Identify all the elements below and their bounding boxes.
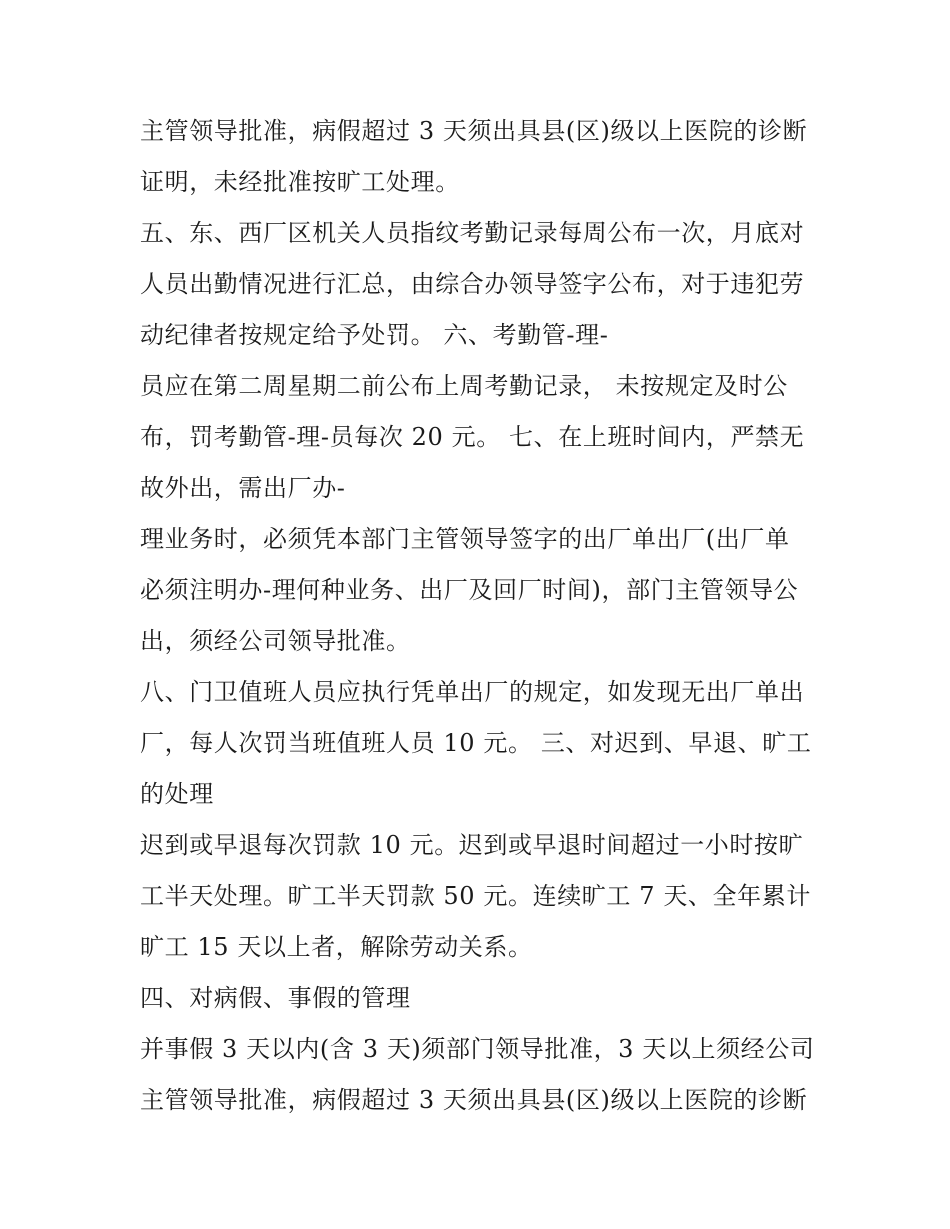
text-line: 故外出，需出厂办- <box>140 474 346 502</box>
text-line: 人员出勤情况进行汇总，由综合办领导签字公布，对于违犯劳 <box>140 270 805 298</box>
text-line: 厂，每人次罚当班值班人员 10 元。 三、对迟到、早退、旷工 <box>140 729 812 757</box>
text-line: 的处理 <box>140 780 214 808</box>
text-line: 八、门卫值班人员应执行凭单出厂的规定，如发现无出厂单出 <box>140 678 805 706</box>
text-line: 动纪律者按规定给予处罚。 六、考勤管-理- <box>140 321 609 349</box>
text-line: 旷工 15 天以上者，解除劳动关系。 <box>140 933 533 961</box>
text-line: 理业务时，必须凭本部门主管领导签字的出厂单出厂(出厂单 <box>140 525 790 553</box>
text-line: 员应在第二周星期二前公布上周考勤记录， 未按规定及时公 <box>140 372 788 400</box>
text-line: 迟到或早退每次罚款 10 元。迟到或早退时间超过一小时按旷 <box>140 831 804 859</box>
text-line: 工半天处理。旷工半天罚款 50 元。连续旷工 7 天、全年累计 <box>140 882 811 910</box>
text-line: 并事假 3 天以内(含 3 天)须部门领导批准，3 天以上须经公司 <box>140 1035 815 1063</box>
text-line: 五、东、西厂区机关人员指纹考勤记录每周公布一次，月底对 <box>140 219 805 247</box>
text-line: 主管领导批准，病假超过 3 天须出具县(区)级以上医院的诊断 <box>140 117 808 145</box>
text-line: 证明，未经批准按旷工处理。 <box>140 168 460 196</box>
text-line: 主管领导批准，病假超过 3 天须出具县(区)级以上医院的诊断 <box>140 1086 808 1114</box>
text-line: 四、对病假、事假的管理 <box>140 984 411 1012</box>
text-line: 必须注明办-理何种业务、出厂及回厂时间)，部门主管领导公 <box>140 576 799 604</box>
text-line: 布，罚考勤管-理-员每次 20 元。 七、在上班时间内，严禁无 <box>140 423 805 451</box>
text-line: 出，须经公司领导批准。 <box>140 627 411 655</box>
document-body <box>140 106 820 1126</box>
